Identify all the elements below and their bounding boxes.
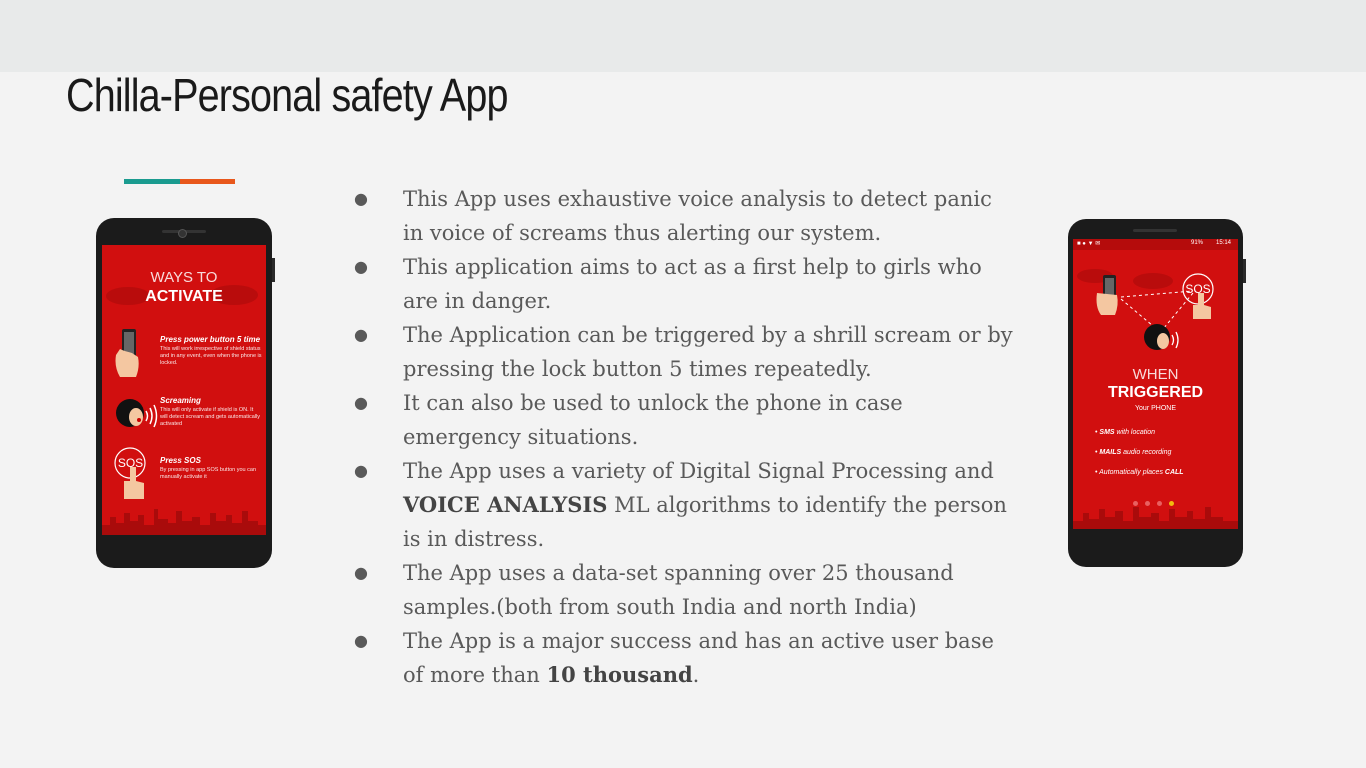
bullet-bold-text: VOICE ANALYSIS: [403, 492, 608, 517]
slide-title: Chilla-Personal safety App: [66, 69, 508, 121]
bullet-item: [354, 250, 1014, 318]
your-phone-label: Your PHONE: [1135, 405, 1176, 412]
bullet-item: [354, 454, 1014, 556]
bullet-bold-text: 10 thousand: [546, 662, 693, 687]
phone-speaker: [1133, 229, 1177, 232]
step-3-title: Press SOS: [160, 456, 201, 465]
step-1-desc: This will work irrespective of shield status and in any event, even when the phone is locked.: [160, 346, 262, 366]
bullet-item: [354, 624, 1014, 692]
city-skyline: [102, 499, 266, 535]
bullet-list: [354, 182, 1014, 692]
bullet-text: The App is a major success and has an active user base of more than: [403, 629, 994, 687]
step-3-desc: By pressing in app SOS button you can manually activate it: [160, 467, 257, 480]
status-battery: 91%: [1191, 240, 1204, 246]
triggered-heading: TRIGGERED: [1107, 384, 1204, 401]
status-bar: [1073, 239, 1238, 250]
phone-camera: [178, 229, 187, 238]
top-band: [0, 0, 1366, 72]
phone-right-screen: [1073, 239, 1238, 529]
trigger-item-mails-rest: audio recording: [1121, 449, 1172, 456]
accent-teal: [124, 179, 180, 184]
ways-to-heading: WAYS TO: [150, 269, 218, 286]
trigger-item-call: • Automatically places CALL: [1095, 469, 1184, 476]
step-1-title: Press power button 5 time: [160, 335, 261, 344]
bullet-text: The App uses a data-set spanning over 25 thousand samples.(both from south India and north India): [403, 561, 954, 619]
bullet-text: The Application can be triggered by a shrill scream or by pressing the lock button 5 times repeatedly.: [403, 323, 1013, 381]
screaming-head-icon: [114, 393, 160, 435]
sos-label-left: SOS: [117, 456, 144, 470]
phone-side-button: [1243, 259, 1246, 283]
trigger-item-call-rest: Automatically places: [1099, 469, 1165, 476]
bullet-item: [354, 318, 1014, 386]
when-heading: WHEN: [1132, 366, 1179, 383]
bullet-text: This App uses exhaustive voice analysis to detect panic in voice of screams thus alerting our system.: [403, 187, 992, 245]
bullet-item: [354, 556, 1014, 624]
phone-left: [96, 218, 272, 568]
bullet-text: .: [692, 663, 700, 687]
trigger-item-sms-rest: with location: [1114, 429, 1156, 436]
trigger-item-sms-bold: SMS: [1099, 429, 1115, 436]
bullet-text: ML algorithms to identify the person is in distress.: [403, 493, 1007, 551]
step-2-title: Screaming: [160, 396, 201, 405]
phone-side-button: [272, 258, 275, 282]
trigger-illustration: [1083, 267, 1233, 357]
bullet-text: The App uses a variety of Digital Signal Processing and: [403, 459, 994, 483]
bullet-text: It can also be used to unlock the phone in case emergency situations.: [403, 391, 903, 449]
phone-right: [1068, 219, 1243, 567]
bullet-text: This application aims to act as a first help to girls who are in danger.: [403, 255, 982, 313]
trigger-item-mails-bold: MAILS: [1099, 449, 1122, 456]
bullet-item: [354, 386, 1014, 454]
sos-hand-icon: [112, 445, 152, 501]
bullet-item: [354, 182, 1014, 250]
activate-heading: ACTIVATE: [145, 288, 223, 305]
status-icons-left: ■ ● ▼ ✉: [1077, 241, 1101, 247]
trigger-item-sms: • SMS with location: [1095, 429, 1156, 436]
sos-label-right: SOS: [1185, 282, 1211, 296]
accent-orange: [180, 179, 235, 184]
city-skyline: [1073, 493, 1238, 529]
title-accent-bar: [124, 179, 235, 184]
phone-left-screen: [102, 245, 266, 535]
trigger-item-mails: • MAILS audio recording: [1095, 449, 1172, 456]
step-2-desc: This will only activate if shield is ON. It will detect scream and gets automatically activated: [160, 407, 260, 427]
hand-phone-icon: [112, 327, 148, 379]
trigger-item-call-bold: CALL: [1164, 469, 1184, 476]
status-time: 15:14: [1216, 240, 1232, 246]
